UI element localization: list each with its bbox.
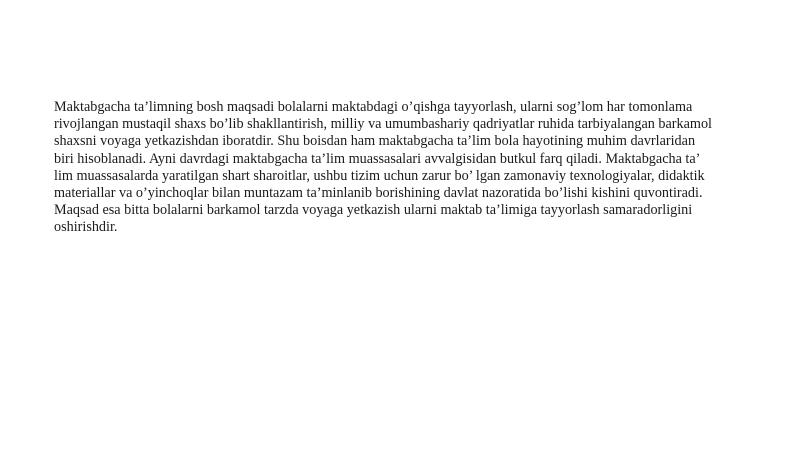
paragraph-line-2: rivojlangan mustaqil shaxs bo’lib shakllantirish, milliy va umumbashariy qadriyatlar ruhida tarbiyalangan barkamol bbox=[54, 116, 712, 133]
paragraph-line-1: Maktabgacha ta’limning bosh maqsadi bolalarni maktabdagi o’qishga tayyorlash, ularni sog’lom har tomonlama bbox=[54, 99, 693, 115]
paragraph-line-7: Maqsad esa bitta bolalarni barkamol tarzda voyaga yetkazish ularni maktab ta’limiga tayyorlash samaradorligini bbox=[54, 202, 693, 219]
paragraph bbox=[54, 99, 754, 237]
paragraph-line-3: shaxsni voyaga yetkazishdan iboratdir. Shu boisdan ham maktabgacha ta’lim bola hayotining muhim davrlaridan bbox=[54, 133, 696, 150]
paragraph-line-8: oshirishdir. bbox=[54, 219, 118, 236]
paragraph-line-5: lim muassasalarda yaratilgan shart sharoitlar, ushbu tizim uchun zarur bo’ lgan zamonaviy texnologiyalar, didaktik bbox=[54, 167, 705, 184]
paragraph-line-6: materiallar va o’yinchoqlar bilan muntazam ta’minlanib borishining davlat nazoratida bo’lishi kishini quvontiradi. bbox=[54, 185, 703, 202]
paragraph-line-4: biri hisoblanadi. Ayni davrdagi maktabgacha ta’lim muassasalari avvalgisidan butkul farq qiladi. Maktabgacha ta’ bbox=[54, 150, 701, 167]
